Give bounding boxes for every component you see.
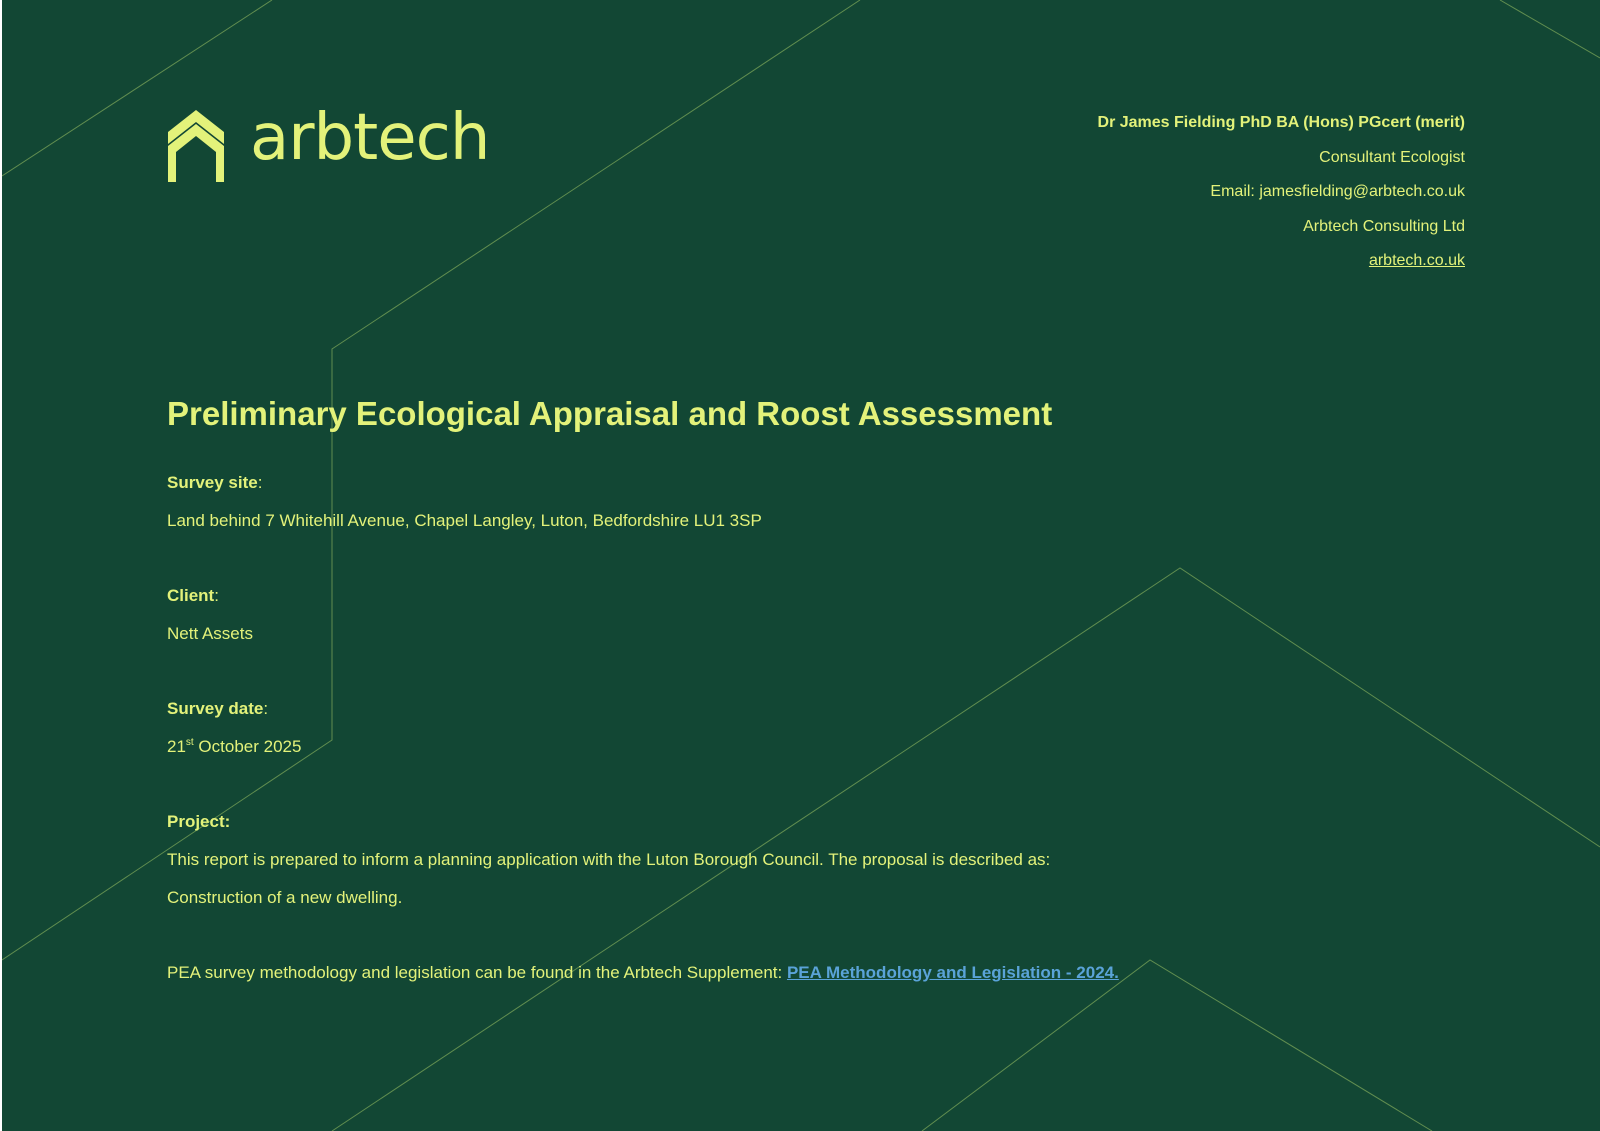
survey-site-label: Survey site: [167,473,263,492]
report-cover-page [2,0,1600,1131]
company-name: Arbtech Consulting Ltd [1303,217,1465,235]
arbtech-chevron-logo-icon [164,106,228,182]
arbtech-logo [164,101,494,184]
survey-date-label-text: Survey date [167,699,264,718]
methodology-link[interactable]: PEA Methodology and Legislation - 2024. [786,963,1119,982]
company-website-link[interactable]: arbtech.co.uk [1368,252,1465,269]
author-contact-block [1098,106,1465,279]
author-role: Consultant Ecologist [1319,148,1465,166]
report-title: Preliminary Ecological Appraisal and Roost Assessment [167,395,1053,432]
survey-date-value [167,736,301,758]
arbtech-wordmark: arbtech [250,101,490,175]
survey-date-month-year: October 2025 [193,737,302,756]
client-value: Nett Assets [167,624,253,643]
survey-date-day: 21 [167,737,186,756]
client-label-text: Client [167,586,215,605]
project-label: Project: [167,812,231,831]
author-email: Email: jamesfielding@arbtech.co.uk [1210,183,1465,200]
methodology-note [167,962,1119,984]
methodology-text: PEA survey methodology and legislation can be found in the Arbtech Supplement: [167,963,787,982]
client-label: Client: [167,586,219,605]
project-proposal: Construction of a new dwelling. [167,888,403,907]
author-name: Dr James Fielding PhD BA (Hons) PGcert (merit) [1097,114,1465,131]
project-description: This report is prepared to inform a planning application with the Luton Borough Council. The proposal is described as: [167,850,1051,869]
survey-site-label-text: Survey site [167,473,258,492]
survey-date-suffix: st [185,737,194,748]
survey-site-value: Land behind 7 Whitehill Avenue, Chapel Langley, Luton, Bedfordshire LU1 3SP [167,511,762,530]
survey-date-label: Survey date: [167,699,269,718]
